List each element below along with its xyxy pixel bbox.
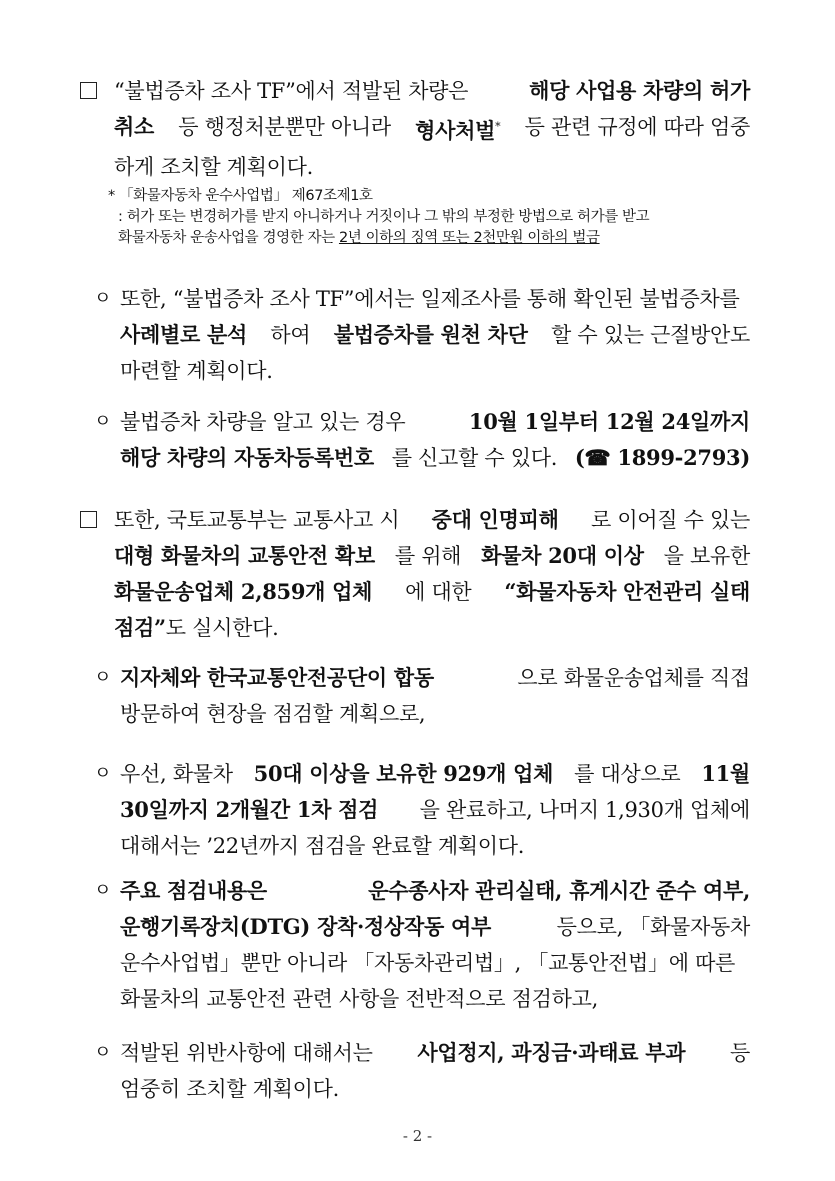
footnote: * 「화물자동차 운수사업법」 제67조제1호 : 허가 또는 변경허가를 받지 아니하거나 거짓이나 그 밖의 부정한 방법으로 허가를 받고 화물자동차 운송사업을 경영한 자는 2년 이하의 징역 또는 2천만원 이하의 벌금 [108,188,650,246]
paragraph-inspection-contents: ㅇ 주요 점검내용은 운수종사자 관리실태, 휴게시간 준수 여부, 운행기록장치(DTG) 장착·정상작동 여부 등으로, 「화물자동차 운수사업법」뿐만 아니라 「자동차관리법」, 「교통안전법」에 따른 화물차의 교통안전 관련 사항을 전반적으로 점검하고, [94,878,750,1011]
square-bullet [80,82,97,99]
square-bullet [80,511,97,528]
text-line: 취소 등 행정처분뿐만 아니라 형사처벌* 등 관련 규정에 따라 엄중 [114,114,750,143]
text-line: “불법증차 조사 TF”에서 적발된 차량은 해당 사업용 차량의 허가 [114,78,750,103]
paragraph-joint-visit: ㅇ 지자체와 한국교통안전공단이 합동 으로 화물운송업체를 직접 방문하여 현장을 점검할 계획으로, [94,665,750,726]
paragraph-inspection-schedule: ㅇ 우선, 화물차 50대 이상을 보유한 929개 업체 를 대상으로 11월 30일까지 2개월간 1차 점검 을 완료하고, 나머지 1,930개 업체에 대해서는 ’22년까지 점검을 완료할 계획이다. [94,761,750,858]
text-line: 하게 조치할 계획이다. [114,155,313,179]
paragraph-safety-inspection: 또한, 국토교통부는 교통사고 시 중대 인명피해 로 이어질 수 있는 대형 화물차의 교통안전 확보 를 위해 화물차 20대 이상 을 보유한 화물운송업체 2,859개 업체 에 대한 “화물자동차 안전관리 실태 점검”도 실시한다. [80,502,750,646]
paragraph-report-period: ㅇ 불법증차 차량을 알고 있는 경우 10월 1일부터 12월 24일까지 해당 차량의 자동차등록번호 를 신고할 수 있다. (☎ 1899-2793) [80,404,750,476]
paragraph-violation-measures: ㅇ 적발된 위반사항에 대해서는 사업정지, 과징금·과태료 부과 등 엄중히 조치할 계획이다. [94,1040,750,1101]
report-phone-number: (☎ 1899-2793) [574,445,750,470]
page-number: - 2 - [402,1127,433,1145]
paragraph-tf-analysis: ㅇ 또한, “불법증차 조사 TF”에서는 일제조사를 통해 확인된 불법증차를 사례별로 분석 하여 불법증차를 원천 차단 할 수 있는 근절방안도 마련할 계획이다. [94,287,750,383]
paragraph-illegal-vehicle-action [80,73,750,185]
